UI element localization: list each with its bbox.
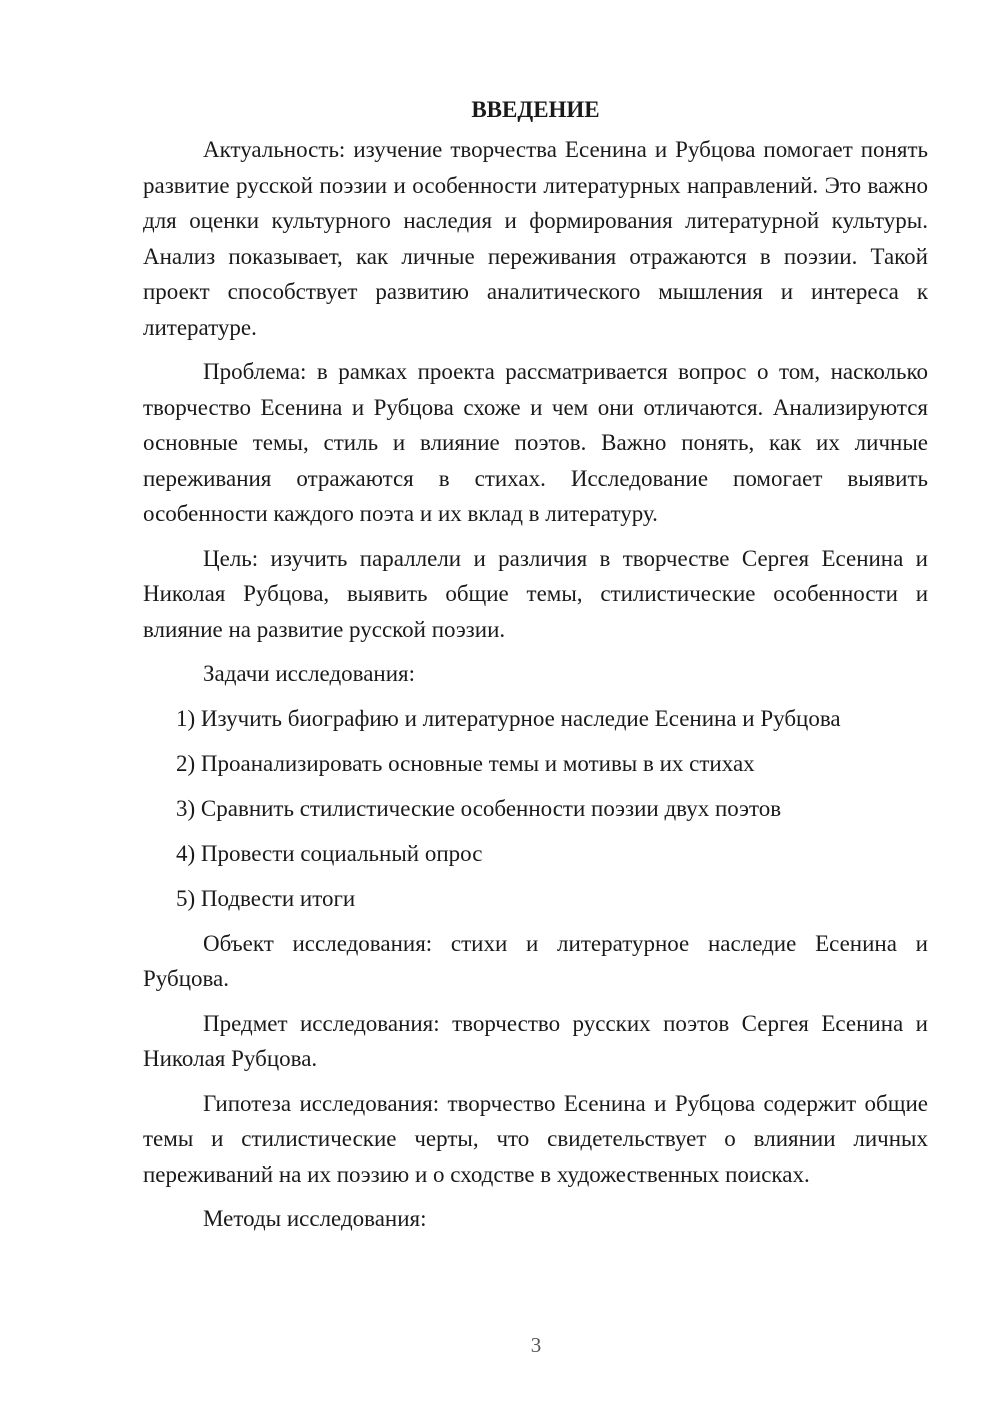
relevance-paragraph: Актуальность: изучение творчества Есенина и Рубцова помогает понять развитие русской поэзии и особенности литературных направлений. Это важно для оценки культурного наследия и формирования литературной культуры. Анализ показывает, как личные переживания отражаются в поэзии. Такой проект способствует развитию аналитического мышления и интереса к литературе. <box>143 137 928 340</box>
page-number: 3 <box>530 1333 542 1357</box>
hypothesis-paragraph: Гипотеза исследования: творчество Есенина и Рубцова содержит общие темы и стилистические черты, что свидетельствует о влиянии личных переживаний на их поэзию и о сходстве в художественных поисках. <box>143 1090 928 1187</box>
list-item: 1) Изучить биографию и литературное наследие Есенина и Рубцова <box>176 705 841 731</box>
tasks-heading: Задачи исследования: <box>203 661 416 686</box>
subject-paragraph: Предмет исследования: творчество русских поэтов Сергея Есенина и Николая Рубцова. <box>143 1010 928 1071</box>
list-item: 3) Сравнить стилистические особенности поэзии двух поэтов <box>176 795 782 821</box>
document-page <box>143 92 928 1246</box>
problem-paragraph: Проблема: в рамках проекта рассматривается вопрос о том, насколько творчество Есенина и Рубцова схоже и чем они отличаются. Анализируются основные темы, стиль и влияние поэтов. Важно понять, как их личные переживания отражаются в стихах. Исследование помогает выявить особенности каждого поэта и их вклад в литературу. <box>143 359 928 526</box>
list-item: 4) Провести социальный опрос <box>176 840 483 866</box>
goal-paragraph: Цель: изучить параллели и различия в творчестве Сергея Есенина и Николая Рубцова, выявить общие темы, стилистические особенности и влияние на развитие русской поэзии. <box>143 545 928 642</box>
object-paragraph: Объект исследования: стихи и литературное наследие Есенина и Рубцова. <box>143 930 928 991</box>
methods-heading: Методы исследования: <box>203 1206 427 1231</box>
list-item: 2) Проанализировать основные темы и мотивы в их стихах <box>176 750 755 776</box>
tasks-list <box>143 701 928 917</box>
list-item: 5) Подвести итоги <box>176 885 356 911</box>
section-title: ВВЕДЕНИЕ <box>471 97 600 122</box>
